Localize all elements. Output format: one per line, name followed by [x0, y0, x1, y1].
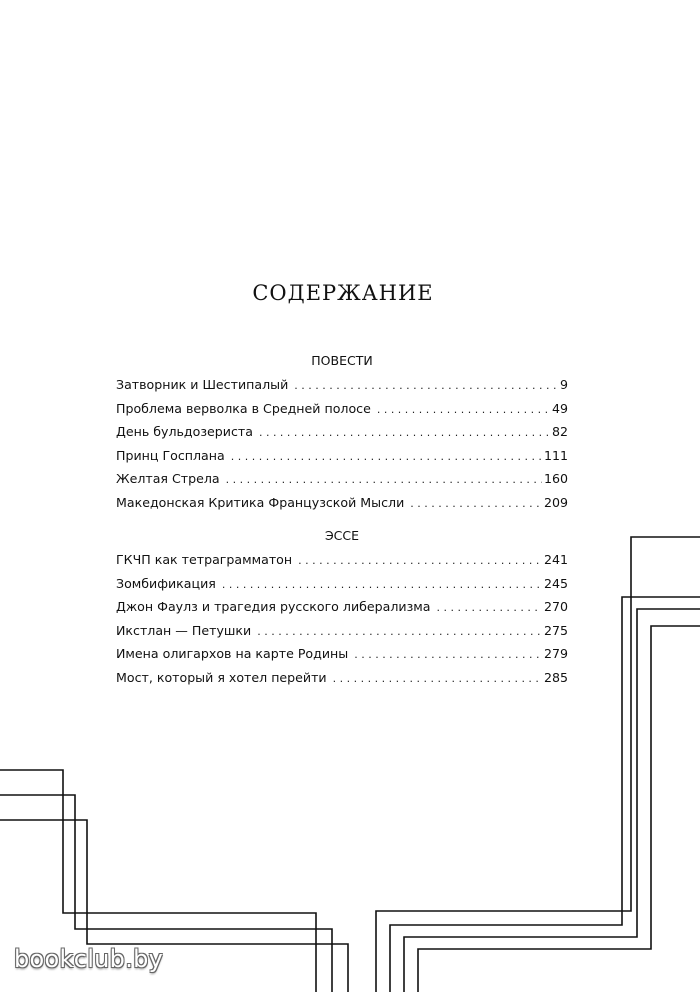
dot-leader [226, 468, 542, 492]
section-heading: ЭССЕ [324, 528, 360, 543]
entry-title: Джон Фаулз и трагедия русского либерализма [116, 599, 431, 615]
entry-title: Желтая Стрела [116, 471, 220, 487]
toc-section-esse [116, 526, 568, 690]
entry-title: Имена олигархов на карте Родины [116, 646, 349, 662]
entry-page-number: 241 [543, 552, 568, 567]
page-title: СОДЕРЖАНИЕ [252, 281, 434, 305]
entry-title: Македонская Критика Французской Мысли [116, 494, 405, 510]
entry-title: Зомбификация [116, 575, 216, 591]
toc-entry[interactable] [116, 572, 568, 596]
entry-page-number: 9 [559, 377, 568, 392]
toc-entry[interactable] [116, 467, 568, 491]
toc-entry[interactable] [116, 491, 568, 515]
dot-leader [294, 374, 558, 398]
entry-title: Икстлан — Петушки [116, 622, 252, 638]
entry-title: Мост, который я хотел перейти [116, 669, 327, 685]
entry-page-number: 209 [543, 494, 568, 510]
section-heading: ПОВЕСТИ [311, 353, 373, 368]
entry-page-number: 270 [543, 599, 568, 615]
dot-leader [298, 549, 542, 573]
toc-entry[interactable] [116, 444, 568, 468]
dot-leader [333, 667, 542, 691]
dot-leader [410, 492, 542, 516]
toc-entry[interactable] [116, 373, 568, 397]
entry-title: День бульдозериста [116, 424, 253, 440]
entry-page-number: 275 [543, 622, 568, 638]
entry-page-number: 111 [543, 447, 568, 463]
entry-page-number: 245 [543, 575, 568, 591]
entry-page-number: 285 [543, 669, 568, 685]
toc-entry[interactable] [116, 548, 568, 572]
toc-entry[interactable] [116, 420, 568, 444]
entry-title: Принц Госплана [116, 447, 225, 463]
dot-leader [257, 620, 542, 644]
entry-page-number: 49 [551, 400, 568, 416]
entry-title: Затворник и Шестипалый [116, 377, 289, 392]
entry-title: Проблема верволка в Средней полосе [116, 400, 371, 416]
toc-entry[interactable] [116, 666, 568, 690]
toc-entry[interactable] [116, 397, 568, 421]
entry-page-number: 82 [551, 424, 568, 440]
dot-leader [354, 643, 542, 667]
toc-entry[interactable] [116, 595, 568, 619]
entry-title: ГКЧП как тетраграмматон [116, 552, 293, 567]
toc-section-povesti [116, 351, 568, 515]
dot-leader [231, 445, 542, 469]
toc-entry[interactable] [116, 642, 568, 666]
dot-leader [437, 596, 542, 620]
toc-entry[interactable] [116, 619, 568, 643]
dot-leader [377, 398, 550, 422]
entry-page-number: 279 [543, 646, 568, 662]
watermark-logo: bookclub.by [14, 945, 164, 973]
entry-page-number: 160 [543, 471, 568, 487]
dot-leader [222, 573, 542, 597]
dot-leader [259, 421, 550, 445]
